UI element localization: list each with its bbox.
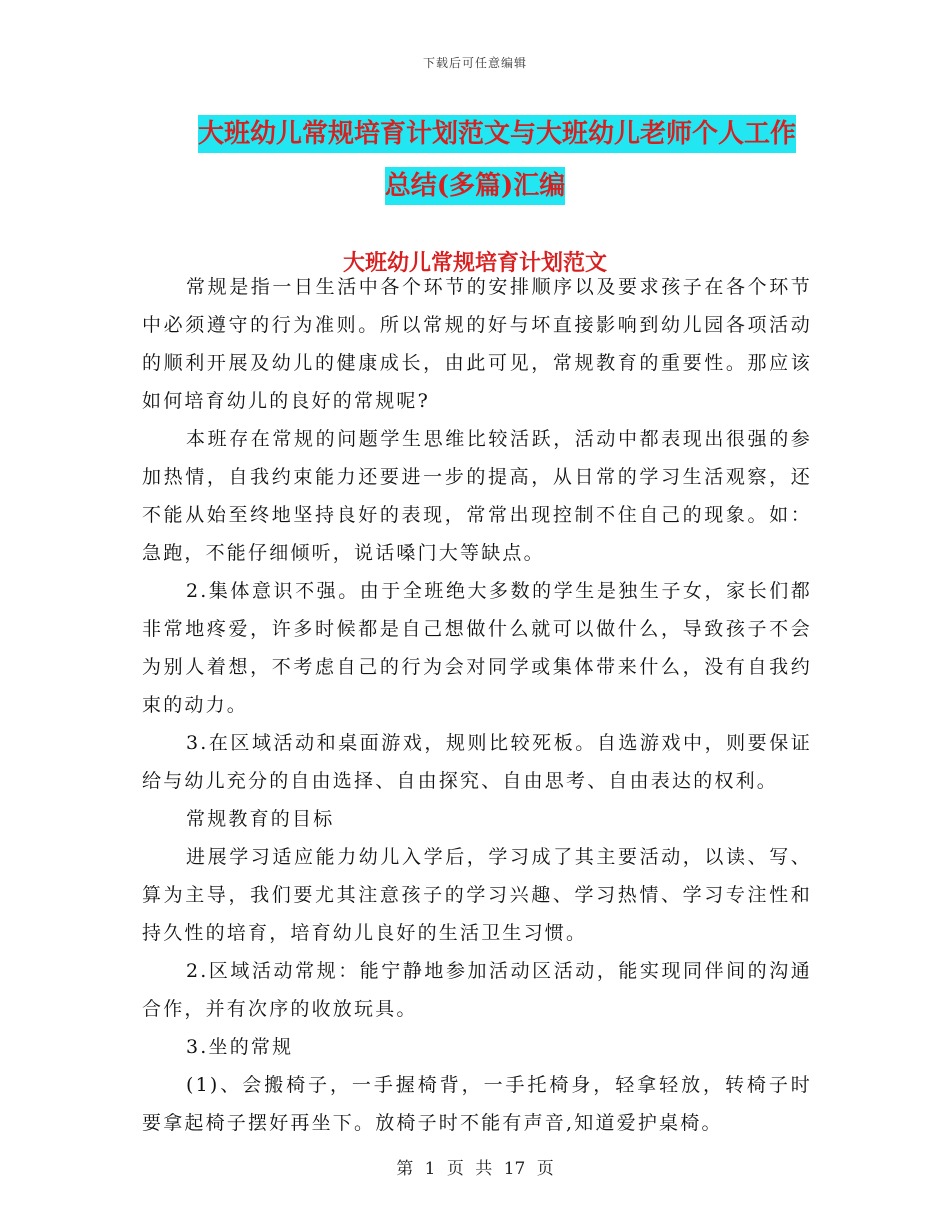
paragraph: 进展学习适应能力幼儿入学后，学习成了其主要活动，以读、写、算为主导，我们要尤其注意孩子的学习兴趣、学习热情、学习专注性和持久性的培育，培育幼儿良好的生活卫生习惯。 bbox=[142, 846, 812, 944]
paragraph: 本班存在常规的问题学生思维比较活跃，活动中都表现出很强的参加热情，自我约束能力还要进一步的提高，从日常的学习生活观察，还不能从始至终地坚持良好的表现，常常出现控制不住自己的现象。如：急跑，不能仔细倾听，说话嗓门大等缺点。 bbox=[142, 428, 812, 564]
paragraph: (1)、会搬椅子，一手握椅背，一手托椅身，轻拿轻放，转椅子时要拿起椅子摆好再坐下。放椅子时不能有声音,知道爱护桌椅。 bbox=[142, 1074, 812, 1134]
document-body bbox=[142, 268, 812, 1142]
paragraph: 3.在区域活动和桌面游戏，规则比较死板。自选游戏中，则要保证给与幼儿充分的自由选择、自由探究、自由思考、自由表达的权利。 bbox=[142, 732, 812, 792]
paragraph: 3.坐的常规 bbox=[186, 1036, 294, 1058]
document-title-line-2: 总结(多篇)汇编 bbox=[385, 167, 566, 205]
document-title bbox=[0, 108, 950, 212]
page-number-footer: 第 1 页 共 17 页 bbox=[396, 1159, 554, 1179]
paragraph: 常规教育的目标 bbox=[186, 808, 335, 830]
paragraph: 常规是指一日生活中各个环节的安排顺序以及要求孩子在各个环节中必须遵守的行为准则。所以常规的好与坏直接影响到幼儿园各项活动的顺利开展及幼儿的健康成长，由此可见，常规教育的重要性。那应该如何培育幼儿的良好的常规呢? bbox=[142, 276, 812, 412]
paragraph: 2.集体意识不强。由于全班绝大多数的学生是独生子女，家长们都非常地疼爱，许多时候都是自己想做什么就可以做什么，导致孩子不会为别人着想，不考虑自己的行为会对同学或集体带来什么，没有自我约束的动力。 bbox=[142, 580, 812, 716]
section-title: 大班幼儿常规培育计划范文 bbox=[342, 250, 607, 276]
paragraph: 2.区域活动常规：能宁静地参加活动区活动，能实现同伴间的沟通合作，并有次序的收放玩具。 bbox=[142, 960, 812, 1020]
document-title-line-1: 大班幼儿常规培育计划范文与大班幼儿老师个人工作 bbox=[198, 115, 796, 153]
header-note: 下载后可任意编辑 bbox=[422, 56, 527, 70]
